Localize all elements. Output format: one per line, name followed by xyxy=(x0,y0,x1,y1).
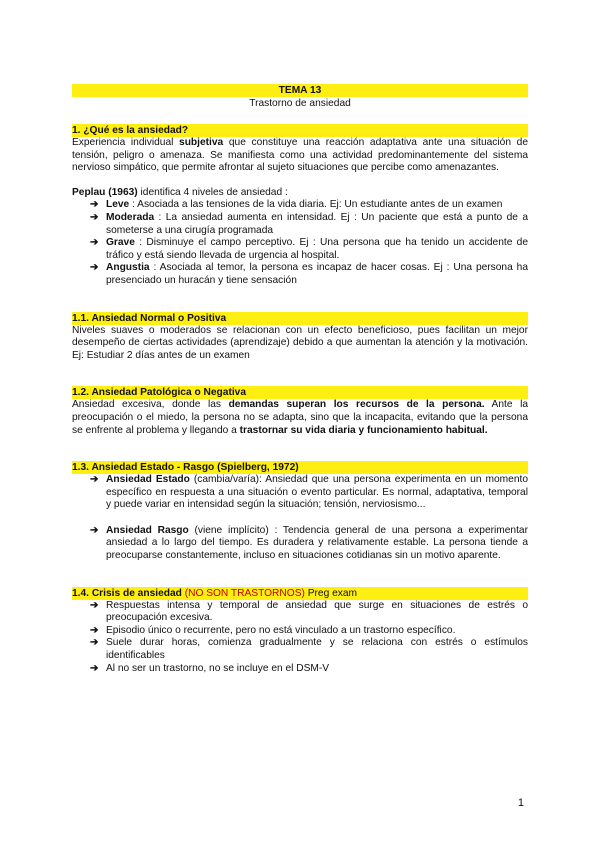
text-run: identifica 4 niveles de ansiedad : xyxy=(137,186,288,198)
arrow-icon: ➔ xyxy=(90,474,99,486)
text-run: (viene implícito) : Tendencia general de una persona a experimentar ansiedad a lo largo del tiempo. Es duradera y relativamente estable. La persona tiende a preocuparse constantemente, incluso en situaciones cotidianas sin un motivo aparente. xyxy=(106,524,528,562)
text-run: Respuestas intensa y temporal de ansiedad que surge en situaciones de estrés o preocupación excesiva. xyxy=(106,599,528,624)
text-run: que constituye una reacción adaptativa ante una situación de tensión, peligro o amenaza. Se manifiesta como una actividad predominantemente del sistema nervioso simpático, que permite afrontar al sujeto situaciones que percibe como amenazantes. xyxy=(72,137,528,174)
anxiety-levels-list xyxy=(72,199,528,287)
list-item xyxy=(90,637,528,662)
arrow-icon: ➔ xyxy=(90,624,99,636)
peplau-intro xyxy=(72,187,528,200)
bold-term: Ansiedad Rasgo xyxy=(106,524,189,536)
list-item xyxy=(90,262,528,287)
bold-term: subjetiva xyxy=(179,137,224,148)
bold-term: trastornar su vida diaria y funcionamiento habitual. xyxy=(239,424,488,436)
section-heading-1: 1. ¿Qué es la ansiedad? xyxy=(72,124,528,137)
section-heading-1-3: 1.3. Ansiedad Estado - Rasgo (Spielberg, 1972) xyxy=(72,461,528,474)
document-subtitle: Trastorno de ansiedad xyxy=(249,98,351,109)
bold-term: Angustia xyxy=(106,262,150,274)
arrow-icon: ➔ xyxy=(90,637,99,649)
list-item xyxy=(90,663,528,676)
document-page xyxy=(72,84,528,675)
section-1-2-paragraph xyxy=(72,399,528,437)
list-item xyxy=(90,625,528,638)
text-run: Al no ser un trastorno, no se incluye en el DSM-V xyxy=(106,662,330,674)
list-item xyxy=(90,525,528,563)
document-title: TEMA 13 xyxy=(72,84,528,97)
arrow-icon: ➔ xyxy=(90,211,99,223)
heading-note: Preg exam xyxy=(307,587,357,599)
list-item xyxy=(90,474,528,512)
text-run: Episodio único o recurrente, pero no está vinculado a un trastorno específico. xyxy=(106,624,456,636)
list-item xyxy=(90,237,528,262)
bold-term: Grave xyxy=(106,237,135,249)
text-run: Experiencia individual xyxy=(72,137,180,148)
text-run: Ansiedad excesiva, donde las xyxy=(72,399,229,411)
bold-term: Leve xyxy=(106,199,130,211)
heading-note-red: (NO SON TRASTORNOS) xyxy=(184,587,305,599)
list-item xyxy=(90,199,528,212)
section-heading-1-2: 1.2. Ansiedad Patológica o Negativa xyxy=(72,386,528,399)
bold-term: demandas superan los recursos de la persona. xyxy=(228,399,485,411)
text-run: : La ansiedad aumenta en intensidad. Ej : Un paciente que está a punto de a someterse a una cirugía programada xyxy=(106,211,528,236)
bold-term: Ansiedad Estado xyxy=(106,474,190,486)
anxiety-crisis-list xyxy=(72,600,528,676)
text-run: (cambia/varía): Ansiedad que una persona experimenta en un momento específico en respuesta a una situación o evento particular. Es normal, adaptativa, temporal y puede variar en intensidad según la situación; tensión, nerviosismo... xyxy=(106,474,529,511)
bold-term: Moderada xyxy=(106,211,155,223)
section-1-paragraph xyxy=(72,137,528,175)
list-item xyxy=(90,600,528,625)
arrow-icon: ➔ xyxy=(90,599,99,611)
text-run: Suele durar horas, comienza gradualmente y se relaciona con estrés o estímulos identificables xyxy=(106,637,528,662)
section-heading-1-4 xyxy=(72,587,528,600)
text-run: : Disminuye el campo perceptivo. Ej : Una persona que ha tenido un accidente de tráfico y está siendo llevada de urgencia al hospital. xyxy=(106,237,528,261)
state-trait-list xyxy=(72,474,528,563)
section-heading-1-1: 1.1. Ansiedad Normal o Positiva xyxy=(72,312,528,325)
arrow-icon: ➔ xyxy=(90,262,99,274)
arrow-icon: ➔ xyxy=(90,662,99,674)
text-run: Ante la preocupación o el miedo, la persona no se adapta, sino que la incapacita, evitando que la persona se enfrente al problema y llegando a xyxy=(72,399,529,436)
text-run: : Asociada al temor, la persona es incapaz de hacer cosas. Ej : Una persona ha presenciado un huracán y tiene sensación xyxy=(106,262,528,286)
page-number: 1 xyxy=(517,797,524,809)
arrow-icon: ➔ xyxy=(90,524,99,536)
section-1-1-paragraph: Niveles suaves o moderados se relacionan con un efecto beneficioso, pues facilitan un mejor desempeño de ciertas actividades (aprendizaje) debido a que aumentan la atención y la motivación. Ej: Estudiar 2 días antes de un examen xyxy=(72,324,528,361)
arrow-icon: ➔ xyxy=(90,237,99,249)
text-run: : Asociada a las tensiones de la vida diaria. Ej: Un estudiante antes de un examen xyxy=(129,199,503,211)
list-item xyxy=(90,212,528,237)
arrow-icon: ➔ xyxy=(90,199,99,211)
heading-text: 1.4. Crisis de ansiedad xyxy=(72,587,182,599)
bold-term: Peplau (1963) xyxy=(72,186,138,198)
